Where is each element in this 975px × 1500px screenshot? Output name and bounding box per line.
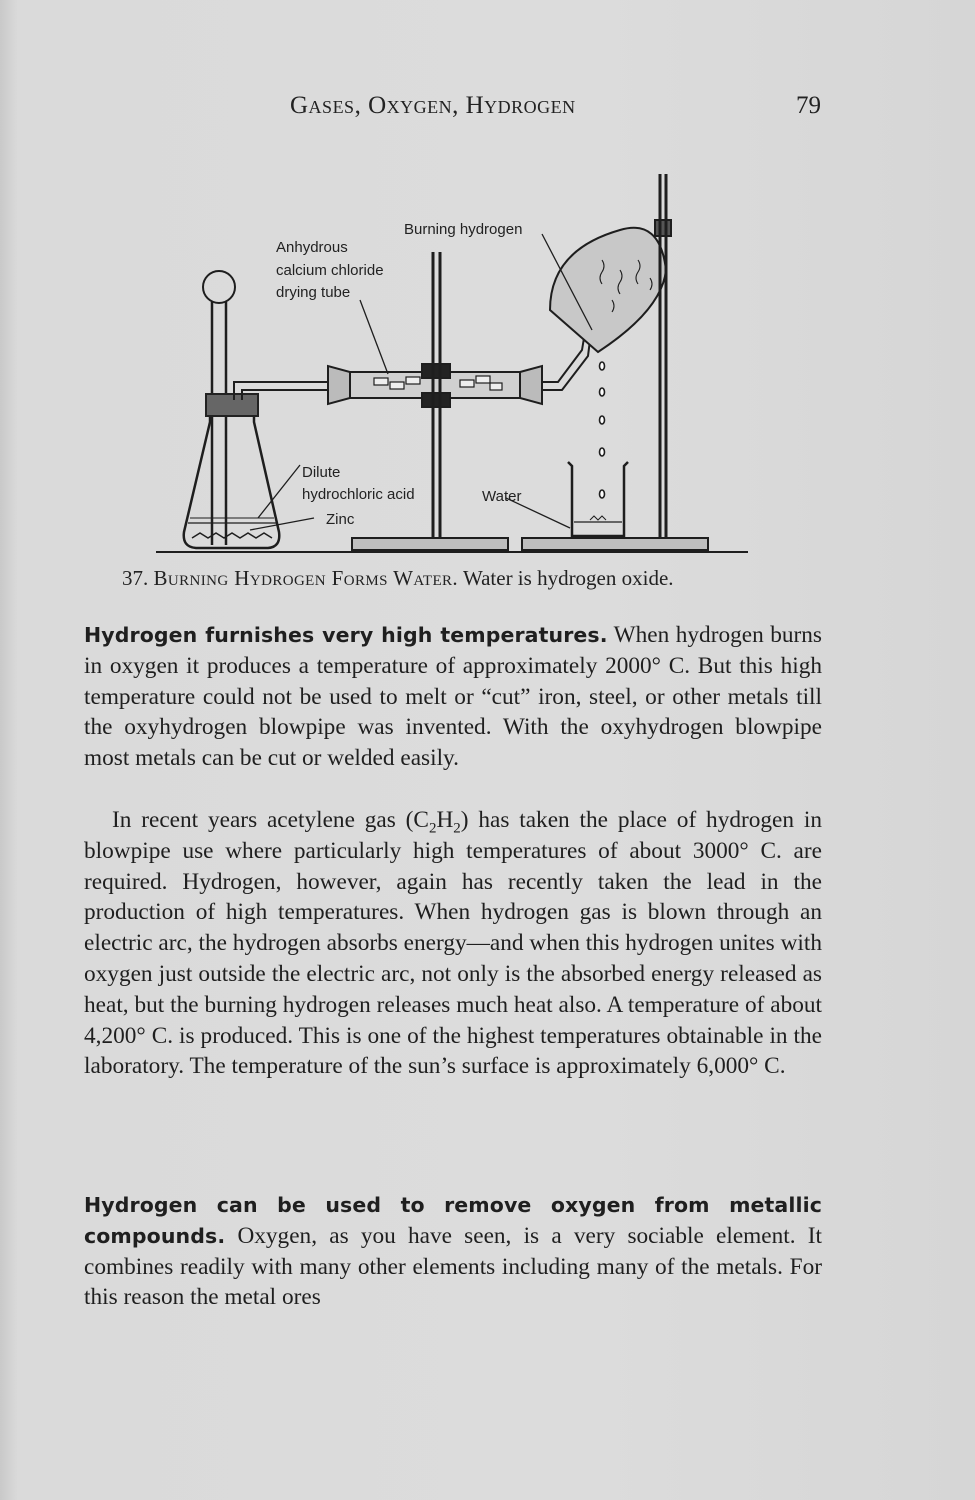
beaker bbox=[568, 462, 628, 536]
formula-before: In recent years acetylene gas (C bbox=[112, 807, 429, 833]
running-head: Gases, Oxygen, Hydrogen bbox=[290, 92, 576, 119]
label-burning-hydrogen: Burning hydrogen bbox=[404, 221, 523, 238]
page-number: 79 bbox=[796, 92, 821, 119]
paragraph-text: Oxygen, as you have seen, is a very sociable element. It combines readily with many other elements including many of the metals. For this reason the metal ores bbox=[84, 1222, 822, 1311]
label-hydrochloric-acid: hydrochloric acid bbox=[302, 486, 415, 503]
formula-sub-1: 2 bbox=[428, 820, 437, 837]
flask bbox=[184, 400, 280, 548]
thistle-funnel bbox=[203, 271, 235, 303]
label-calcium-chloride: calcium chloride bbox=[276, 262, 384, 279]
paragraph-text: When hydrogen burns in oxygen it produces a temperature of approximately 2000° C. But this high temperature could not be used to melt or “cut” iron, steel, or other metals till the oxyhydrogen blowpipe was invented. With the oxyhydrogen blowpipe most metals can be cut or welded easily. bbox=[84, 622, 822, 772]
caption-number: 37. bbox=[122, 566, 149, 590]
label-drying-tube: drying tube bbox=[276, 284, 351, 301]
drying-tube-left-end bbox=[328, 366, 350, 404]
figure-caption bbox=[122, 566, 822, 591]
ring-stand-base bbox=[352, 538, 508, 550]
label-anhydrous: Anhydrous bbox=[276, 239, 348, 256]
caption-title: Burning Hydrogen Forms Water. bbox=[153, 566, 459, 590]
paragraph-heading: Hydrogen can be used to remove oxygen from metallic compounds. bbox=[84, 1193, 822, 1248]
formula-sub-2: 2 bbox=[453, 820, 461, 837]
paragraph-heading: Hydrogen furnishes very high temperatures. bbox=[84, 623, 608, 647]
caption-text: Water is hydrogen oxide. bbox=[462, 566, 674, 590]
apparatus-illustration bbox=[150, 160, 750, 560]
label-dilute: Dilute bbox=[302, 464, 341, 481]
formula-mid: H bbox=[436, 807, 454, 833]
formula-after: ) has taken the place of hydrogen in blowpipe use where particularly high temperatures of about 3000° C. are required. Hydrogen, however, again has recently taken the lead in the production of high temperatures. When hydrogen gas is blown through an electric arc, the hydrogen absorbs energy—and when this hydrogen unites with oxygen just outside the electric arc, not only is the absorbed energy released as heat, but the burning hydrogen releases much heat also. A temperature of about 4,200° C. is produced. This is one of the highest temperatures obtainable in the laboratory. The temperature of the sun’s surface is approximately 6,000° C. bbox=[84, 807, 822, 1080]
flask-stopper bbox=[206, 394, 258, 416]
paragraph-high-temperatures bbox=[84, 620, 822, 774]
drying-tube-right-end bbox=[520, 366, 542, 404]
page-header bbox=[0, 92, 975, 126]
zinc-pieces bbox=[192, 533, 272, 538]
figure-37 bbox=[150, 160, 750, 560]
water-drops bbox=[600, 362, 605, 498]
label-zinc: Zinc bbox=[326, 511, 355, 528]
right-stand-base bbox=[522, 538, 708, 550]
paragraph-acetylene bbox=[84, 805, 822, 1082]
label-water: Water bbox=[482, 488, 522, 505]
paragraph-remove-oxygen bbox=[84, 1190, 822, 1313]
cold-flask bbox=[550, 228, 666, 352]
